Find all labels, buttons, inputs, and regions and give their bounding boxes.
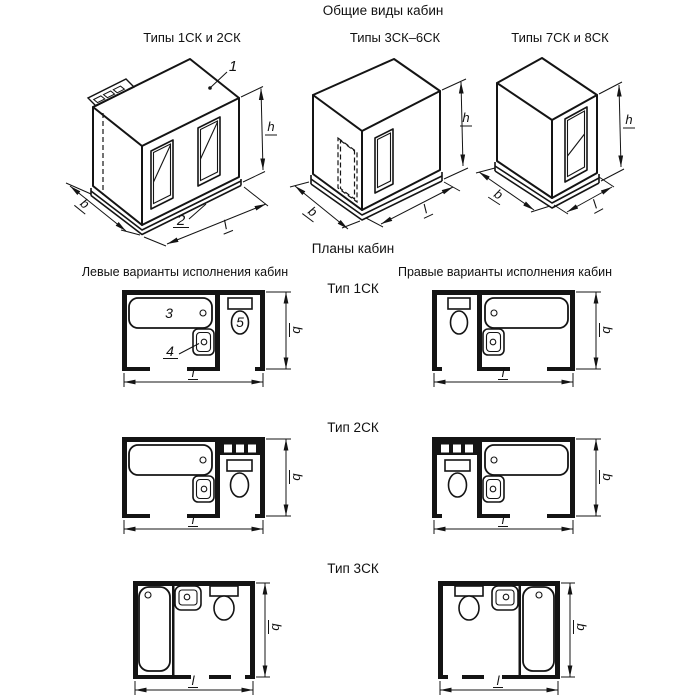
page-title: Общие виды кабин: [322, 3, 444, 18]
dimension-h: [599, 82, 635, 181]
dimension-b: [576, 439, 615, 516]
dim-b-label: b: [574, 623, 589, 631]
dim-l-label: l: [501, 365, 505, 380]
dim-l-label: l: [191, 673, 195, 688]
plans-title: Планы кабин: [311, 241, 395, 256]
dim-l-label: l: [496, 673, 500, 688]
roof-vent-block: [88, 79, 134, 106]
dim-l-label: l: [221, 217, 230, 233]
washbasin: [193, 329, 214, 355]
dim-b-label: b: [600, 326, 615, 334]
part-label-5: 5: [236, 314, 244, 330]
dim-b-label: b: [77, 195, 93, 212]
washbasin: [483, 329, 504, 355]
door-opening: [375, 129, 393, 193]
dim-h-label: h: [267, 119, 275, 134]
cabin-box: [88, 59, 241, 235]
door-opening: [151, 140, 173, 209]
plan-1sk-right: [410, 285, 615, 395]
bathtub: [485, 445, 568, 475]
dimension-b: [66, 183, 140, 235]
dim-l-label: l: [191, 365, 195, 380]
plan-1sk-left: [100, 285, 305, 395]
dimension-h: [442, 79, 472, 179]
bathtub: [139, 587, 170, 671]
toilet: [210, 586, 238, 620]
bathtub: [129, 445, 212, 475]
dimension-b: [266, 292, 305, 369]
toilet: [448, 298, 470, 334]
cabin-box: [311, 59, 442, 220]
dimension-l: [554, 177, 614, 214]
plan-2sk-left: [100, 432, 305, 542]
toilet: [227, 460, 252, 497]
iso-view-types-3sk-6sk: [280, 58, 473, 243]
dim-l-label: l: [191, 512, 195, 527]
dim-b-label: b: [305, 203, 321, 220]
dim-b-label: b: [491, 185, 506, 203]
dim-b-label: b: [290, 326, 305, 334]
dim-b-label: b: [290, 473, 305, 481]
dimension-b: [561, 583, 589, 677]
dim-h-label: h: [462, 110, 470, 125]
plan-2sk-right: [410, 432, 615, 542]
cabin-box: [495, 58, 599, 208]
plan-3sk-left: [115, 575, 283, 700]
dimension-b: [256, 583, 284, 677]
part-label-4: 4: [166, 343, 174, 359]
ventilation-block: [437, 442, 477, 455]
part-label-2: 2: [176, 212, 186, 229]
dim-b-label: b: [600, 473, 615, 481]
iso-title-7sk-8sk: Типы 7СК и 8СК: [511, 30, 609, 45]
toilet: [455, 586, 483, 620]
bathtub: [523, 587, 554, 671]
washbasin: [193, 476, 214, 502]
dimension-b: [576, 292, 615, 369]
dim-b-label: b: [269, 623, 284, 631]
dimension-l: [366, 182, 460, 227]
type-label-3sk: Тип 3СК: [327, 561, 379, 576]
iso-title-3sk-6sk: Типы 3СК–6СК: [349, 30, 441, 45]
base-slab: [495, 162, 599, 208]
type-label-2sk: Тип 2СК: [327, 420, 379, 435]
type-label-1sk: Тип 1СК: [327, 281, 379, 296]
dimension-b: [266, 439, 305, 516]
door-opening: [565, 107, 587, 182]
right-variants-header: Правые варианты исполнения кабин: [397, 265, 613, 279]
washbasin: [483, 476, 504, 502]
left-variants-header: Левые варианты исполнения кабин: [81, 265, 289, 279]
iso-title-1sk-2sk: Типы 1СК и 2СК: [143, 30, 241, 45]
bathtub: [485, 298, 568, 328]
dim-l-label: l: [420, 201, 430, 217]
dim-l-label: l: [589, 196, 600, 212]
toilet: [445, 460, 470, 497]
dim-l-label: l: [501, 512, 505, 527]
door-opening: [198, 117, 220, 186]
iso-view-types-1sk-2sk: [60, 55, 280, 255]
ventilation-block: [220, 442, 260, 455]
dim-h-label: h: [625, 112, 633, 127]
iso-view-types-7sk-8sk: [470, 58, 665, 243]
dimension-l: [144, 187, 268, 246]
plan-3sk-right: [420, 575, 588, 700]
part-label-1: 1: [228, 58, 238, 75]
dimension-h: [241, 87, 277, 183]
hidden-door-dashed: [338, 138, 357, 202]
washbasin: [175, 586, 201, 610]
part-label-3: 3: [165, 305, 173, 321]
washbasin: [492, 586, 518, 610]
